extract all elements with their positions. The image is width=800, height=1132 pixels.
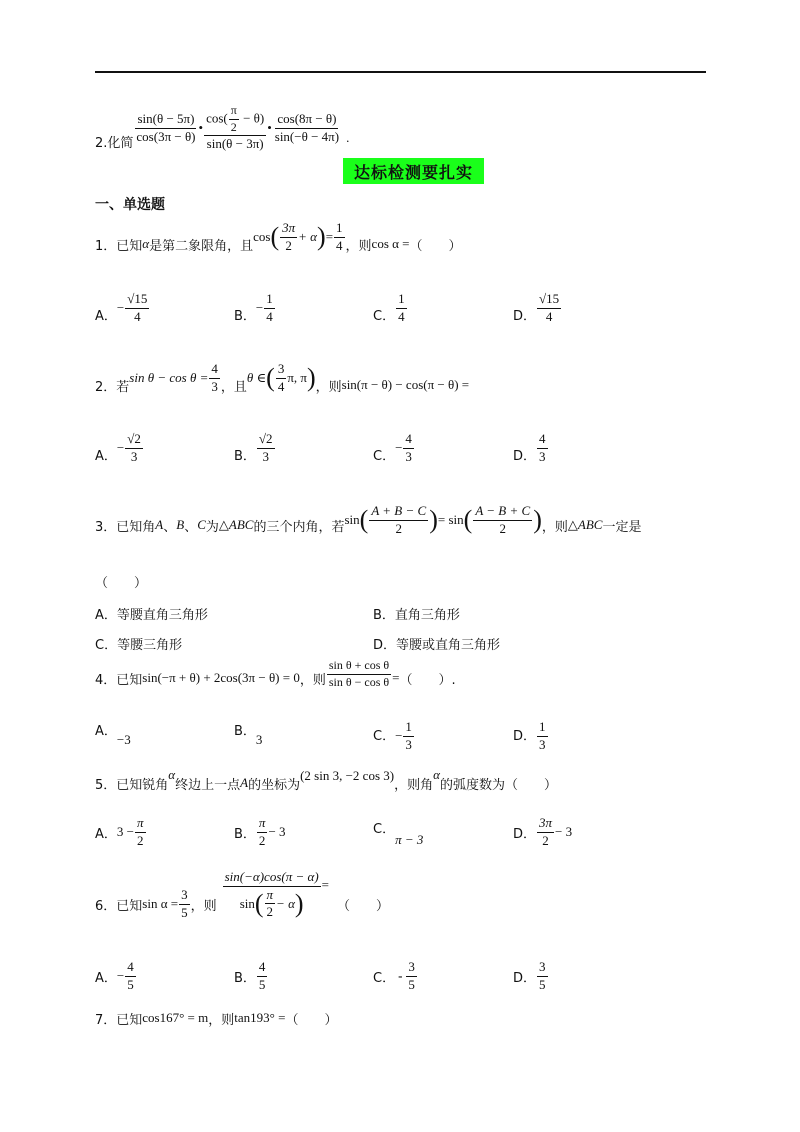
simplify-fraction-1: $\frac{\sin(\theta - 5\pi)}{\cos(3\pi - \theta)}$ xyxy=(136,110,196,144)
question-6-options xyxy=(95,956,715,996)
section-banner: 达标检测要扎实 xyxy=(343,158,484,184)
option-b[interactable]: B．直角三角形 xyxy=(373,608,460,623)
question-2: 2．若 sin θ − cos θ = $\frac{4}{3}$ ，且 θ ∈ ( $\frac{3}{4}$ π, π ) ，则 sin(π − θ) − cos(π − θ) = xyxy=(95,360,470,395)
option-c[interactable]: C． - $\frac{3}{5}$ xyxy=(373,958,415,992)
option-a[interactable]: A． −3 xyxy=(95,724,131,747)
question-5: 5．已知锐角 α 终边上一点 A 的坐标为 (2 sin 3, −2 cos 3) ，则角 α 的弧度数为（ ） xyxy=(95,767,557,793)
header-rule xyxy=(95,71,706,73)
option-c[interactable]: C．等腰三角形 xyxy=(95,638,183,653)
option-b[interactable]: B． $\frac{√2}{3}$ xyxy=(234,430,273,464)
option-a[interactable]: A． − $\frac{4}{5}$ xyxy=(95,958,134,992)
question-1-options xyxy=(95,288,715,328)
question-1: 1．已知 α 是第二象限角，且 cos ( $\frac{3\pi}{2}$ + α ) = $\frac{1}{4}$ ，则 cos α = （ ） xyxy=(95,219,462,254)
option-a[interactable]: A． − $\frac{√15}{4}$ xyxy=(95,290,148,324)
option-c[interactable]: C． $\frac{1}{4}$ xyxy=(373,290,405,324)
question-3: 3．已知角 A 、 B 、 C 为 △ABC 的三个内角，若 sin ( $\frac{A + B - C}{2}$ ) = sin ( $\frac{A - B + C}{2}$ ) ，则 △ABC 一定是 xyxy=(95,502,642,536)
option-d[interactable]: D． $\frac{√15}{4}$ xyxy=(513,290,560,324)
option-d[interactable]: D． $\frac{1}{3}$ xyxy=(513,718,546,752)
section-heading: 一、单选题 xyxy=(95,197,165,213)
simplify-fraction-3: $\frac{\cos(8\pi - \theta)}{\sin(-\theta - 4\pi)}$ xyxy=(274,110,340,144)
question-3-paren: （ ） xyxy=(95,576,148,591)
option-b[interactable]: B． − $\frac{1}{4}$ xyxy=(234,290,273,324)
option-b[interactable]: B． $\frac{4}{5}$ xyxy=(234,958,266,992)
simplify-label: 2.化简 xyxy=(95,135,134,151)
question-6: 6．已知 sin α = $\frac{3}{5}$ ，则 sin(−α)cos(π − α) sin ( $\frac{\pi}{2}$ − α ) = （ ） xyxy=(95,868,390,920)
simplify-fraction-2: cos( $\frac{\pi}{2}$ − θ) sin(θ − 3π) xyxy=(206,102,265,152)
option-c[interactable]: C． − $\frac{1}{3}$ xyxy=(373,718,412,752)
option-b[interactable]: B． $\frac{\pi}{2}$ − 3 xyxy=(234,814,286,848)
simplify-problem: 2.化简 $\frac{\sin(\theta - 5\pi)}{\cos(3\pi - \theta)}$ • cos( $\frac{\pi}{2}$ − θ) sin(θ − 3π) • $\frac{\cos(8\pi - \theta)}{\sin(-\theta - 4\pi)}$ . xyxy=(95,102,350,152)
option-b[interactable]: B． 3 xyxy=(234,724,263,747)
option-d[interactable]: D． $\frac{3}{5}$ xyxy=(513,958,546,992)
question-7: 7．已知 cos167° = m ，则 tan193° = （ ） xyxy=(95,1010,338,1028)
option-c[interactable]: C． − $\frac{4}{3}$ xyxy=(373,430,412,464)
option-c[interactable]: C． π − 3 xyxy=(373,822,424,847)
option-a[interactable]: A．等腰直角三角形 xyxy=(95,608,208,623)
question-5-options xyxy=(95,812,715,852)
option-d[interactable]: D．等腰或直角三角形 xyxy=(373,638,501,653)
option-a[interactable]: A． 3 − $\frac{\pi}{2}$ xyxy=(95,814,144,848)
option-a[interactable]: A． − $\frac{√2}{3}$ xyxy=(95,430,141,464)
question-4: 4．已知 sin(−π + θ) + 2cos(3π − θ) = 0 ，则 $\frac{\text{sin θ + cos θ}}{\text{sin θ − cos θ}}$ = （ ）. xyxy=(95,657,456,689)
option-d[interactable]: D． $\frac{3\pi}{2}$ − 3 xyxy=(513,814,573,848)
question-2-options xyxy=(95,428,715,468)
option-d[interactable]: D． $\frac{4}{3}$ xyxy=(513,430,546,464)
question-4-options xyxy=(95,716,715,756)
